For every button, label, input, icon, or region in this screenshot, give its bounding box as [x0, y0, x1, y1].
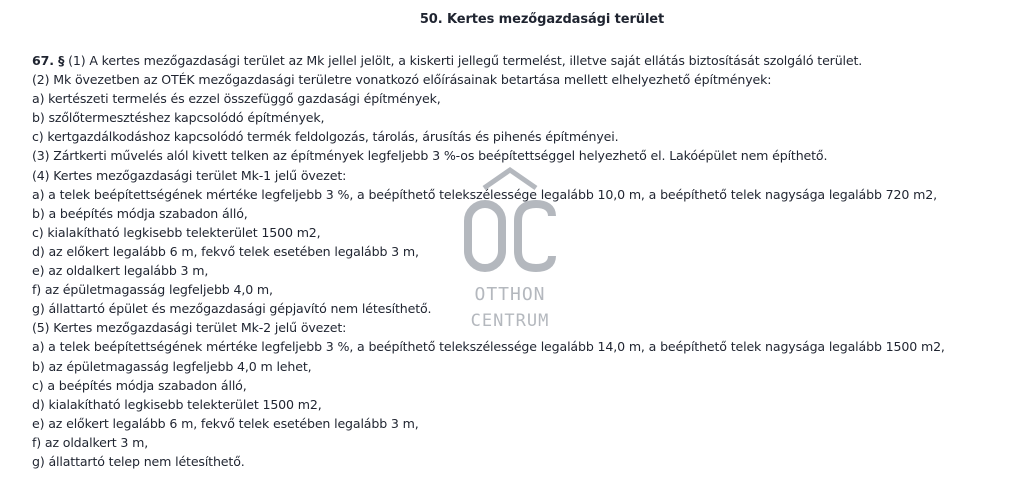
- subsection-heading: (5) Kertes mezőgazdasági terület Mk-2 jelű övezet:: [32, 320, 347, 336]
- paragraph-line: (2) Mk övezetben az OTÉK mezőgazdasági területre vonatkozó előírásainak betartása mellett elhelyezhető építmények:: [32, 72, 772, 88]
- list-item: e) az előkert legalább 6 m, fekvő telek esetében legalább 3 m,: [32, 415, 419, 431]
- list-item: e) az oldalkert legalább 3 m,: [32, 263, 209, 279]
- list-item: c) kialakítható legkisebb telekterület 1500 m2,: [32, 224, 321, 240]
- list-item: a) a telek beépítettségének mértéke legfeljebb 3 %, a beépíthető telekszélessége legalább 10,0 m, a beépíthető telek nagysága legalább 720 m2,: [32, 186, 937, 202]
- list-item: g) állattartó telep nem létesíthető.: [32, 453, 245, 469]
- list-item: b) a beépítés módja szabadon álló,: [32, 205, 248, 221]
- section-title: 50. Kertes mezőgazdasági terület: [419, 12, 665, 27]
- list-item: c) a beépítés módja szabadon álló,: [32, 377, 247, 393]
- list-item: d) kialakítható legkisebb telekterület 1500 m2,: [32, 396, 322, 412]
- watermark-text-otthon: OTTHON: [474, 284, 546, 305]
- list-item: c) kertgazdálkodáshoz kapcsolódó termék feldolgozás, tárolás, árusítás és pihenés építményei.: [32, 129, 619, 145]
- paragraph-text: (1) A kertes mezőgazdasági terület az Mk jellel jelölt, a kiskerti jellegű termelést, illetve saját ellátás biztosítását szolgáló terület.: [64, 53, 863, 68]
- list-item: a) a telek beépítettségének mértéke legfeljebb 3 %, a beépíthető telekszélessége legalább 14,0 m, a beépíthető telek nagysága legalább 1500 m2,: [32, 339, 945, 355]
- list-item: g) állattartó épület és mezőgazdasági gépjavító nem létesíthető.: [32, 301, 432, 317]
- document-body: [32, 51, 1012, 471]
- watermark-text-centrum: CENTRUM: [470, 311, 550, 331]
- paragraph-line-1: [32, 51, 1012, 70]
- list-item: b) szőlőtermesztéshez kapcsolódó építmények,: [32, 110, 325, 126]
- paragraph-line: (3) Zártkerti művelés alól kivett telken az építmények legfeljebb 3 %-os beépítettséggel helyezhető el. Lakóépület nem építhető.: [32, 148, 828, 164]
- list-item: d) az előkert legalább 6 m, fekvő telek esetében legalább 3 m,: [32, 243, 419, 259]
- list-item: f) az épületmagasság legfeljebb 4,0 m,: [32, 282, 273, 298]
- subsection-heading: (4) Kertes mezőgazdasági terület Mk-1 jelű övezet:: [32, 167, 347, 183]
- list-item: b) az épületmagasság legfeljebb 4,0 m lehet,: [32, 358, 312, 374]
- paragraph-number: 67. §: [32, 53, 65, 68]
- list-item: f) az oldalkert 3 m,: [32, 434, 149, 450]
- list-item: a) kertészeti termelés és ezzel összefüggő gazdasági építmények,: [32, 91, 441, 107]
